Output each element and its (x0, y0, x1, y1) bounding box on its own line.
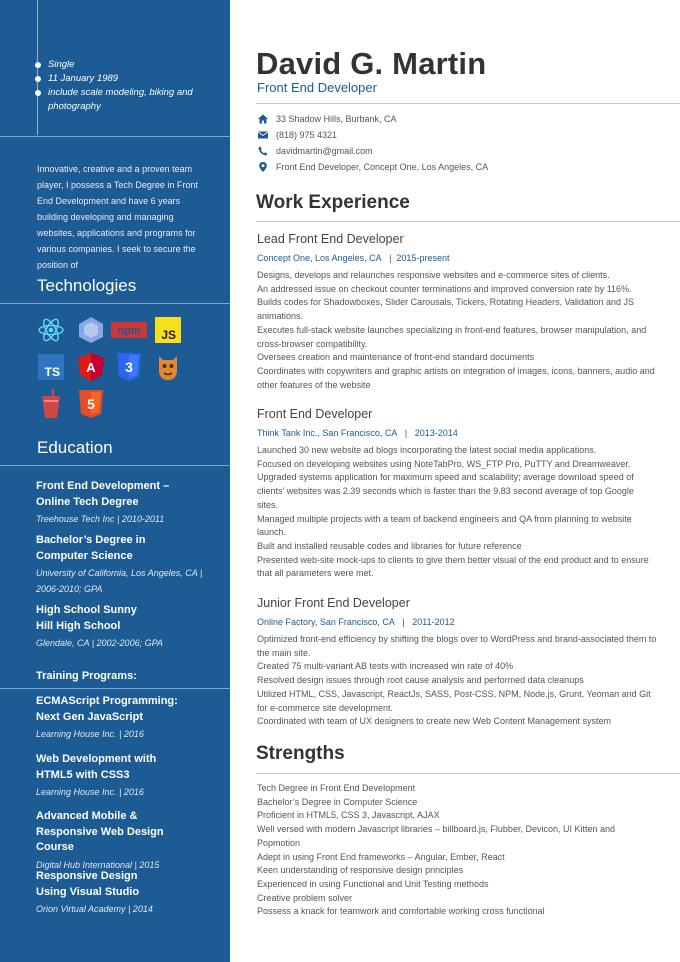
strength-item: Tech Degree in Front End Development (257, 783, 416, 793)
education-heading: Education (37, 438, 113, 457)
sidebar-divider (0, 136, 230, 137)
personal-birthdate: 11 January 1989 (48, 72, 218, 86)
job-line: Upgraded systems application for maximum speed and scalability; average download speed of clients’ websites was 2.39 seconds which is faster than the 9.83 second average of top Google sites. (257, 472, 634, 510)
svg-text:3: 3 (125, 359, 133, 375)
training-title: Responsive Design Using Visual Studio (36, 870, 140, 898)
personal-info-list (48, 58, 218, 114)
job-company: Think Tank Inc., San Francisco, CA (257, 428, 398, 438)
personal-status: Single (48, 58, 218, 72)
location-text: Front End Developer, Concept One, Los Angeles, CA (276, 162, 489, 172)
training-meta: Learning House Inc. | 2016 (36, 729, 144, 739)
training-item (36, 694, 221, 743)
svg-text:npm: npm (117, 325, 141, 337)
job-line: Resolved design issues through root cause analysis and performed data cleanups (257, 675, 584, 686)
job-line: Executes full-stack website launches specializing in front-end features, browser manipulation, and cross-browser compatibility. (257, 324, 647, 349)
job-description (257, 444, 657, 581)
job-line: Managed multiple projects with a team of backend engineers and QA from planning to website launch. (257, 513, 632, 538)
npm-icon (111, 316, 147, 344)
job-description (257, 269, 657, 392)
envelope-icon (258, 130, 268, 140)
strength-item: Bachelor’s Degree in Computer Science (257, 796, 418, 807)
technologies-heading: Technologies (37, 276, 137, 295)
job-line: Coordinated with team of UX designers to create new Web Content Management system (257, 716, 612, 727)
strength-item: Possess a knack for teamwork and comfortable working cross functional (257, 906, 545, 917)
job-title: Front End Developer (257, 407, 373, 421)
svg-text:A: A (86, 360, 96, 375)
job-line: Coordinates with copywriters and graphic artists on integration of images, icons, banners, audio and other features of the website (257, 365, 655, 390)
education-meta: Treehouse Tech Inc | 2010-2011 (36, 514, 165, 524)
phone-text[interactable]: (818) 975 4321 (276, 130, 338, 140)
email-text[interactable]: davidmartin@gmail.com (276, 146, 373, 156)
strengths-list (257, 782, 657, 919)
job-years: 2011-2012 (412, 617, 455, 627)
education-item (36, 603, 221, 652)
react-icon (37, 316, 65, 344)
contact-phone[interactable] (258, 130, 337, 140)
job-line: Oversees creation and maintenance of front-end standard documents (257, 352, 535, 363)
job-line: Created 75 multi-variant AB tests with increased win rate of 40% (257, 661, 514, 672)
header-divider (256, 103, 680, 104)
education-item (36, 479, 221, 528)
job-meta: Concept One, Los Angeles, CA | 2015-present (257, 253, 450, 263)
training-item (36, 752, 221, 801)
strength-item: Experienced in using Functional and Unit Testing methods (257, 878, 489, 889)
candidate-name: David G. Martin (256, 46, 487, 81)
strength-item: Creative problem solver (257, 892, 353, 903)
sidebar (0, 0, 230, 962)
profile-summary: Innovative, creative and a proven team player, I possess a Tech Degree in Front End Development and have 6 years building developing and managing websites, applications and programs for various companies. I seek to secure the position of (37, 164, 198, 270)
training-title: ECMAScript Programming: Next Gen JavaScript (36, 695, 178, 723)
education-title: Bachelor’s Degree in Computer Science (36, 534, 146, 562)
education-meta: Glendale, CA | 2002-2006; GPA (36, 638, 163, 648)
job-line: Optimized front-end efficiency by shifting the blogs over to WordPress and brand-associated them to the main site. (257, 634, 657, 658)
training-meta: Learning House Inc. | 2016 (36, 787, 144, 797)
job-years: 2015-present (396, 253, 450, 263)
job-company: Online Factory, San Francisco, CA (257, 617, 395, 627)
job-meta: Online Factory, San Francisco, CA | 2011-2012 (257, 617, 455, 627)
html5-icon (77, 390, 105, 418)
nodejs-icon (77, 316, 105, 344)
job-description (257, 633, 657, 729)
education-title: High School Sunny Hill High School (36, 604, 137, 632)
svg-text:JS: JS (161, 328, 176, 342)
sidebar-divider (0, 465, 230, 466)
candidate-role: Front End Developer (257, 80, 377, 95)
education-title: Front End Development – Online Tech Degree (36, 480, 170, 508)
work-experience-heading: Work Experience (256, 192, 410, 213)
job-title: Lead Front End Developer (257, 232, 404, 246)
strength-item: Adept in using Front End frameworks – Angular, Ember, React (257, 851, 505, 862)
strength-item: Proficient in HTML5, CSS 3, Javascript, AJAX (257, 810, 440, 821)
job-line: Presented web-site mock-ups to clients to give them better visual of the end product and to ensure that all parameters were met. (257, 554, 649, 579)
job-line: Designs, develops and relaunches responsive websites and e-commerce sites of clients. (257, 270, 610, 280)
contact-location (258, 162, 488, 172)
javascript-icon (154, 316, 182, 344)
education-meta: University of California, Los Angeles, CA | 2006-2010; GPA (36, 568, 203, 594)
job-line: Utilized HTML, CSS, Javascript, ReactJs, SASS, Post-CSS, NPM, Node.js, Grunt, Yeoman and Git for e-commerce site development. (257, 688, 651, 713)
css3-icon (115, 353, 143, 381)
phone-icon (258, 146, 268, 156)
training-title: Web Development with HTML5 with CSS3 (36, 753, 157, 781)
strength-item: Keen understanding of responsive design principles (257, 865, 464, 876)
training-item (36, 809, 221, 873)
sidebar-divider (0, 688, 230, 689)
svg-text:TS: TS (44, 365, 60, 379)
job-line: Built and installed reusable codes and libraries for future reference (257, 540, 522, 551)
job-title: Junior Front End Developer (257, 596, 410, 610)
sidebar-divider (0, 303, 230, 304)
job-meta: Think Tank Inc., San Francisco, CA | 2013-2014 (257, 428, 458, 438)
job-company: Concept One, Los Angeles, CA (257, 253, 382, 263)
education-item (36, 533, 221, 597)
typescript-icon (37, 353, 65, 381)
job-line: Builds codes for Shadowboxes, Slider Carousals, Tickers, Rotating Headers, Validation and JS animations. (257, 297, 635, 322)
gulp-icon (37, 390, 65, 418)
strength-item: Well versed with modern Javascript libraries – billboard.js, Flubber, Devicon, UI Kitten and Popmotion (257, 824, 615, 848)
job-line: An addressed issue on checkout counter terminations and improved conversion rate by 116%. (257, 283, 632, 294)
training-item (36, 869, 221, 918)
strengths-heading: Strengths (256, 743, 345, 764)
angular-icon (77, 353, 105, 381)
job-years: 2013-2014 (414, 428, 458, 438)
section-divider (256, 221, 680, 222)
home-icon (258, 114, 268, 124)
training-label: Training Programs: (36, 670, 137, 682)
location-pin-icon (258, 162, 268, 172)
section-divider (256, 773, 680, 774)
training-title: Advanced Mobile & Responsive Web Design Course (36, 810, 164, 853)
grunt-icon (154, 353, 182, 381)
personal-hobbies: include scale modeling, biking and photography (48, 86, 218, 114)
svg-text:5: 5 (87, 396, 95, 412)
contact-address (258, 114, 397, 124)
training-meta: Digital Hub International | 2015 (36, 859, 160, 870)
training-meta: Orion Virtual Academy | 2014 (36, 904, 153, 914)
address-text: 33 Shadow Hills, Burbank, CA (276, 114, 397, 124)
job-line: Focused on developing websites using NoteTabPro, WS_FTP Pro, PuTTY and Dreamweaver. (257, 458, 631, 469)
contact-email[interactable] (258, 146, 373, 156)
job-line: Launched 30 new website ad blogs incorporating the latest social media applications. (257, 445, 597, 455)
